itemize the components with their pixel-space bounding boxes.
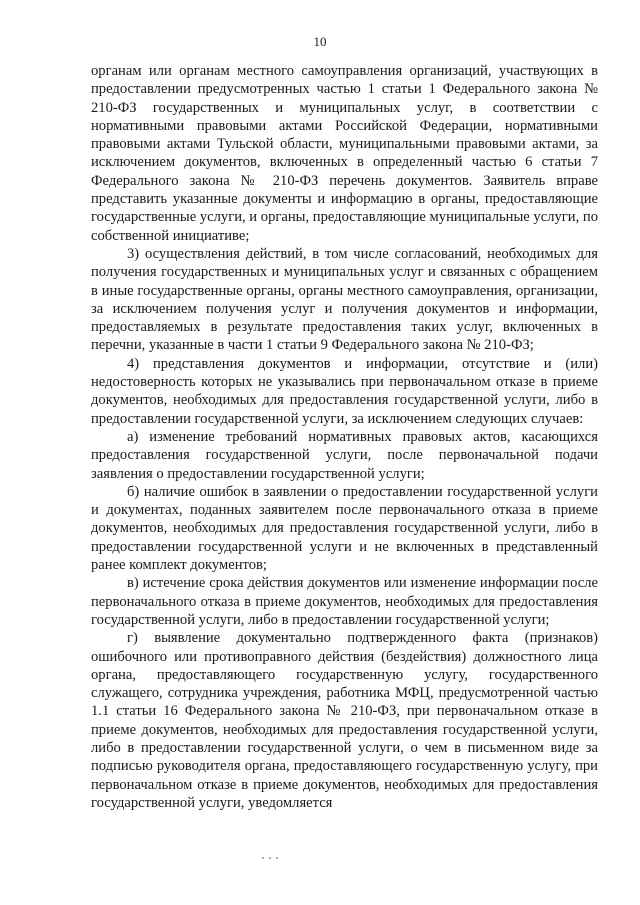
scan-artifact-dots	[262, 846, 322, 848]
paragraph-item-3: 3) осуществления действий, в том числе согласований, необходимых для получения государственных и муниципальных услуг и связанных с обращением в иные государственные органы, органы местного самоуправления, организации, за исключением получения услуг и получения документов и информации, предоставляемых в результате предоставления таких услуг, включенных в перечни, указанные в части 1 статьи 9 Федерального закона № 210-ФЗ;	[91, 245, 598, 354]
paragraph-subitem-g: г) выявление документально подтвержденного факта (признаков) ошибочного или противоправного действия (бездействия) должностного лица органа, предоставляющего государственную услугу, государственного служащего, сотрудника учреждения, работника МФЦ, предусмотренной частью 1.1 статьи 16 Федерального закона № 210-ФЗ, при первоначальном отказе в приеме документов, необходимых для предоставления государственной услуги, либо в предоставлении государственной услуги, о чем в письменном виде за подписью руководителя органа, предоставляющего государственную услугу, при первоначальном отказе в приеме документов, необходимых для предоставления государственной услуги, уведомляется	[91, 630, 598, 811]
page-number: 10	[313, 34, 327, 49]
paragraph-continuation: органам или органам местного самоуправления организаций, участвующих в предоставлении предусмотренных частью 1 статьи 1 Федерального закона № 210-ФЗ государственных и муниципальных услуг, в соответствии с нормативными правовыми актами Российской Федерации, нормативными правовыми актами Тульской области, муниципальными правовыми актами, за исключением документов, включенных в определенный частью 6 статьи 7 Федерального закона № 210-ФЗ перечень документов. Заявитель вправе представить указанные документы и информацию в органы, предоставляющие государственные услуги, и органы, предоставляющие муниципальные услуги, по собственной инициативе;	[91, 63, 598, 244]
paragraph-subitem-a: а) изменение требований нормативных правовых актов, касающихся предоставления государственной услуги, после первоначальной подачи заявления о предоставлении государственной услуги;	[91, 428, 598, 482]
paragraph-subitem-v: в) истечение срока действия документов или изменение информации после первоначального отказа в приеме документов, необходимых для предоставления государственной услуги, либо в предоставлении государственной услуги;	[91, 575, 598, 628]
paragraph-item-4: 4) представления документов и информации, отсутствие и (или) недостоверность которых не указывались при первоначальном отказе в приеме документов, необходимых для предоставления государственной услуги, либо в предоставлении государственной услуги, за исключением следующих случаев:	[91, 355, 598, 427]
document-body	[91, 62, 598, 812]
paragraph-subitem-b: б) наличие ошибок в заявлении о предоставлении государственной услуги и документах, поданных заявителем после первоначального отказа в приеме документов, необходимых для предоставления государственной услуги, либо в предоставлении государственной услуги и не включенных в представленный ранее комплект документов;	[91, 483, 598, 574]
